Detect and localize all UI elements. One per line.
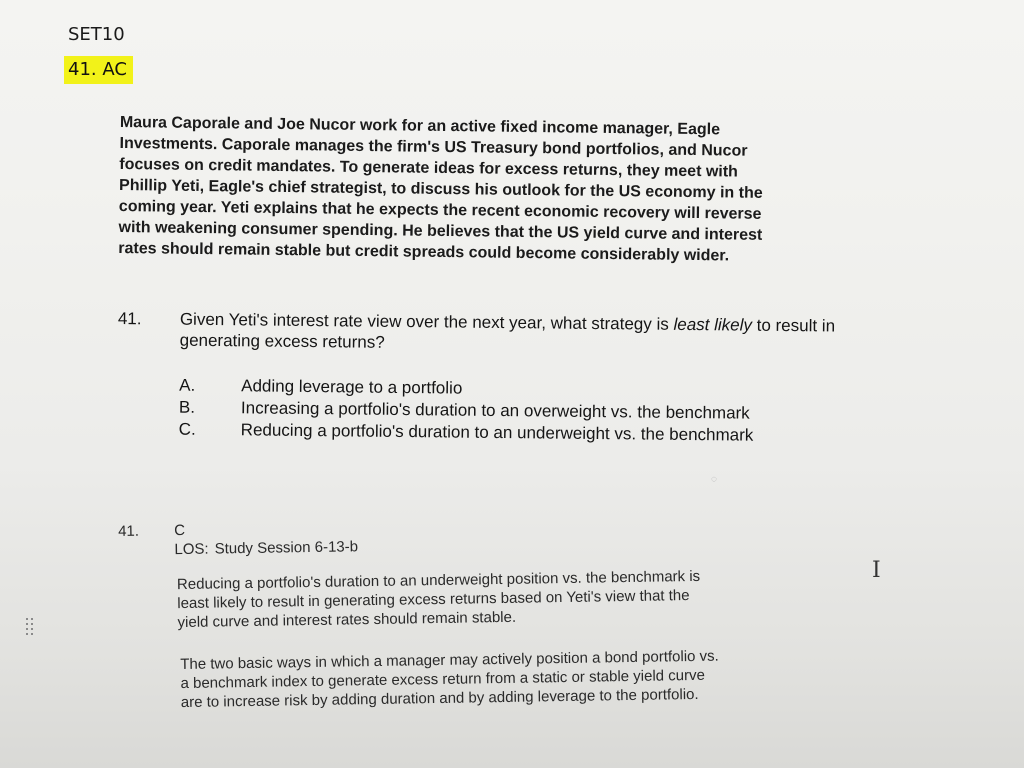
answer-explanation-block: [118, 511, 818, 712]
option-letter: A.: [179, 375, 196, 395]
explanation-line: Reducing a portfolio's duration to an underweight position vs. the benchmark is: [176, 567, 701, 594]
scenario-line: with weakening consumer spending. He believes that the US yield curve and interest: [118, 218, 763, 244]
option-text: Adding leverage to a portfolio: [241, 376, 463, 398]
los-label: LOS:: [174, 540, 209, 559]
explanation-line: are to increase risk by adding duration and by adding leverage to the portfolio.: [180, 685, 699, 712]
explanation-paragraph-1: [177, 566, 778, 632]
option-text: Reducing a portfolio's duration to an underweight vs. the benchmark: [240, 420, 754, 445]
option-letter: C.: [178, 419, 196, 439]
question-stem: [180, 309, 850, 358]
text-cursor-icon: I: [872, 558, 881, 583]
answer-number: 41.: [118, 522, 140, 540]
explanation-line: The two basic ways in which a manager may actively position a bond portfolio vs.: [180, 647, 719, 674]
question-number: 41.: [117, 308, 142, 329]
scenario-line: Phillip Yeti, Eagle's chief strategist, to discuss his outlook for the US economy in the: [118, 176, 763, 202]
answer-letter: C: [174, 521, 186, 540]
drag-grip-icon[interactable]: [26, 618, 38, 640]
question-stem-start: Given Yeti's interest rate view over the next year, what strategy is: [179, 309, 674, 334]
question-stem-emphasis: least likely: [673, 314, 753, 335]
scenario-paragraph: [118, 112, 810, 267]
question-block: [117, 308, 858, 445]
scenario-line: rates should remain stable but credit spreads could become considerably wider.: [118, 239, 730, 265]
explanation-line: a benchmark index to generate excess return from a static or stable yield curve: [180, 666, 706, 693]
los-value: Study Session 6-13-b: [214, 538, 359, 558]
answer-tag-highlight: 41. AC: [64, 56, 133, 84]
faint-mark-icon: ◌: [711, 474, 717, 485]
set-label: SET10: [68, 24, 125, 45]
scenario-line: Investments. Caporale manages the firm's US Treasury bond portfolios, and Nucor: [119, 134, 748, 160]
scenario-line: focuses on credit mandates. To generate ideas for excess returns, they meet with: [119, 155, 738, 181]
question-stem-end: to result in generating excess returns?: [179, 315, 836, 352]
option-letter: B.: [178, 397, 196, 417]
scenario-line: coming year. Yeti explains that he expects the recent economic recovery will reverse: [118, 197, 762, 223]
los-line: [174, 537, 358, 559]
scenario-line: Maura Caporale and Joe Nucor work for an active fixed income manager, Eagle: [119, 113, 721, 139]
answer-options: [179, 375, 860, 448]
explanation-line: least likely to result in generating excess returns based on Yeti's view that the: [177, 587, 690, 613]
explanation-line: yield curve and interest rates should remain stable.: [177, 608, 517, 632]
explanation-paragraph-2: [180, 645, 791, 712]
option-text: Increasing a portfolio's duration to an overweight vs. the benchmark: [240, 398, 750, 423]
